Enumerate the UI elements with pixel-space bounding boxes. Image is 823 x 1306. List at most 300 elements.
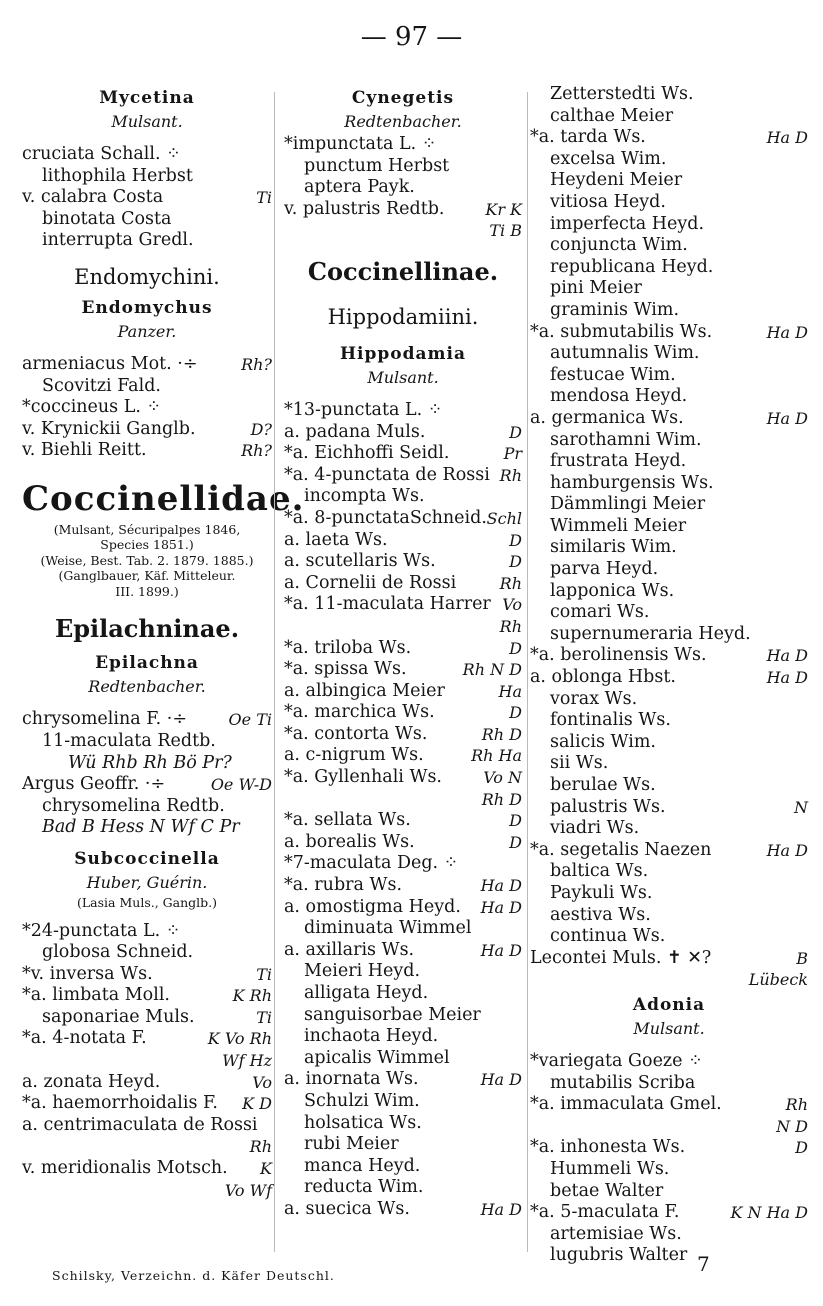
entry-name: *a. 11-maculata Harrer bbox=[284, 594, 491, 615]
entry-line bbox=[22, 440, 272, 462]
entry-line bbox=[284, 681, 522, 703]
distribution-code: D bbox=[509, 638, 522, 658]
entry-name: Hummeli Ws. bbox=[550, 1158, 670, 1179]
entry-line bbox=[22, 942, 272, 964]
genus-author: Huber, Guérin. bbox=[86, 873, 208, 892]
distribution-code: Oe W-D bbox=[210, 775, 272, 795]
distribution-code: Oe Ti bbox=[228, 710, 272, 730]
spacer bbox=[22, 699, 272, 709]
entry-line bbox=[530, 732, 808, 754]
entry-line bbox=[530, 149, 808, 171]
entry-name: a. centrimaculata de Rossi bbox=[22, 1114, 258, 1135]
distribution-code: D bbox=[795, 1138, 808, 1158]
entry-name: incompta Ws. bbox=[304, 486, 425, 507]
distribution-code: Wf Hz bbox=[222, 1051, 272, 1071]
entry-line bbox=[22, 774, 272, 796]
entry-name: Heydeni Meier bbox=[550, 170, 683, 191]
entry-line bbox=[530, 451, 808, 473]
entry-line bbox=[22, 209, 272, 231]
entry-name: festucae Wim. bbox=[550, 364, 676, 385]
entry-line bbox=[22, 709, 272, 731]
entry-line bbox=[284, 638, 522, 660]
entry-name: salicis Wim. bbox=[550, 731, 656, 752]
genus-author: Mulsant. bbox=[367, 367, 439, 387]
entry-name: *a. 5-maculata F. bbox=[530, 1202, 680, 1223]
entry-line bbox=[530, 386, 808, 408]
distribution-code: Ha D bbox=[766, 408, 808, 428]
entry-line bbox=[284, 918, 522, 940]
entry-line bbox=[284, 134, 522, 156]
entry-name: *24-punctata L. ⁘ bbox=[22, 920, 181, 941]
reference-note: III. 1899.) bbox=[115, 583, 179, 599]
entry-line bbox=[530, 408, 808, 430]
entry-line bbox=[284, 961, 522, 983]
entry-name: aestiva Ws. bbox=[550, 904, 651, 925]
entry-name: comari Ws. bbox=[550, 602, 650, 623]
entry-name: *a. segetalis Naezen bbox=[530, 839, 712, 860]
entry-line bbox=[530, 214, 808, 236]
entry-line bbox=[530, 365, 808, 387]
entry-line bbox=[530, 559, 808, 581]
entry-name: v. Krynickii Ganglb. bbox=[22, 418, 196, 439]
entry-line bbox=[284, 156, 522, 178]
distribution-code: N D bbox=[776, 1116, 808, 1136]
entry-name: *v. inversa Ws. bbox=[22, 963, 153, 984]
distribution-code: Lübeck bbox=[748, 970, 808, 990]
entry-line bbox=[530, 192, 808, 214]
genus-author: Redtenbacher. bbox=[344, 112, 462, 131]
entry-line bbox=[530, 602, 808, 624]
entry-line bbox=[22, 1007, 272, 1029]
reference-note: (Mulsant, Sécuripalpes 1846, bbox=[53, 521, 241, 537]
entry-name: mendosa Heyd. bbox=[550, 386, 688, 407]
entry-name: *a. berolinensis Ws. bbox=[530, 645, 707, 666]
entry-name: *a. immaculata Gmel. bbox=[530, 1094, 722, 1115]
spacer bbox=[530, 1041, 808, 1051]
entry-name: v. meridionalis Motsch. bbox=[22, 1158, 228, 1179]
printer-signature: 7 bbox=[697, 1252, 710, 1276]
subfamily-heading: Coccinellinae. bbox=[307, 256, 499, 286]
distribution-code: Ti B bbox=[489, 221, 522, 241]
entry-name: betae Walter bbox=[550, 1180, 664, 1201]
entry-name: apicalis Wimmel bbox=[304, 1047, 450, 1068]
entry-name: a. albingica Meier bbox=[284, 680, 445, 701]
distribution-code: Schl bbox=[486, 508, 522, 528]
entry-line bbox=[530, 84, 808, 106]
distribution-code: K Vo Rh bbox=[207, 1029, 272, 1049]
entry-line bbox=[284, 659, 522, 681]
distribution-code: Rh D bbox=[481, 724, 522, 744]
entry-line bbox=[22, 985, 272, 1007]
entry-name: similaris Wim. bbox=[550, 537, 677, 558]
distribution-code: Ti bbox=[256, 1007, 272, 1027]
entry-line bbox=[284, 220, 522, 242]
entry-name: berulae Ws. bbox=[550, 775, 656, 795]
distribution-code: K D bbox=[242, 1094, 272, 1114]
entry-name: *a. 8-punctataSchneid. bbox=[284, 507, 487, 528]
entry-name: *a. 4-punctata de Rossi bbox=[284, 464, 490, 485]
entry-line bbox=[530, 861, 808, 883]
entry-name: sii Ws. bbox=[550, 753, 609, 774]
entry-name: a. germanica Ws. bbox=[530, 407, 684, 428]
entry-name: vitiosa Heyd. bbox=[550, 191, 666, 212]
entry-name: parva Heyd. bbox=[550, 559, 659, 580]
entry-line bbox=[530, 1224, 808, 1246]
entry-line bbox=[530, 797, 808, 819]
entry-line bbox=[22, 397, 272, 419]
entry-line bbox=[284, 1177, 522, 1199]
entry-line bbox=[530, 969, 808, 991]
entry-line bbox=[284, 897, 522, 919]
entry-line bbox=[284, 443, 522, 465]
entry-line bbox=[22, 731, 272, 753]
entry-name: *impunctata L. ⁘ bbox=[284, 134, 437, 154]
entry-line bbox=[22, 1180, 272, 1202]
entry-name: imperfecta Heyd. bbox=[550, 213, 705, 234]
entry-line bbox=[22, 817, 272, 839]
entry-line bbox=[530, 624, 808, 646]
entry-line bbox=[530, 818, 808, 840]
entry-name: 11-maculata Redtb. bbox=[42, 731, 216, 752]
entry-name: Zetterstedti Ws. bbox=[550, 84, 694, 104]
entry-line bbox=[284, 594, 522, 616]
entry-name: a. c-nigrum Ws. bbox=[284, 745, 424, 766]
entry-line bbox=[284, 875, 522, 897]
entry-name: Paykuli Ws. bbox=[550, 882, 653, 903]
entry-line bbox=[530, 537, 808, 559]
column-divider-2 bbox=[527, 92, 528, 1252]
entry-line bbox=[530, 883, 808, 905]
entry-name: inchaota Heyd. bbox=[304, 1026, 439, 1047]
entry-name: sarothamni Wim. bbox=[550, 429, 702, 450]
distribution-code: Ha bbox=[498, 681, 522, 701]
entry-line bbox=[22, 796, 272, 818]
distribution-code: Rh bbox=[249, 1137, 272, 1157]
entry-line bbox=[22, 230, 272, 252]
distribution-code: Ha D bbox=[480, 876, 522, 896]
entry-name: v. Biehli Reitt. bbox=[22, 440, 147, 461]
distribution-code: Rh Ha bbox=[471, 746, 522, 766]
entry-line bbox=[284, 724, 522, 746]
entry-line bbox=[530, 1159, 808, 1181]
entry-line bbox=[22, 144, 272, 166]
entry-line bbox=[284, 551, 522, 573]
entry-line bbox=[284, 1134, 522, 1156]
distribution-code: D bbox=[509, 832, 522, 852]
entry-line bbox=[284, 422, 522, 444]
entry-line bbox=[284, 789, 522, 811]
genus-heading: Subcoccinella bbox=[74, 849, 220, 869]
distribution-code: B bbox=[796, 948, 808, 968]
entry-name: alligata Heyd. bbox=[304, 983, 429, 1003]
entry-line bbox=[22, 419, 272, 441]
entry-name: pini Meier bbox=[550, 278, 642, 299]
genus-author: Mulsant. bbox=[111, 112, 183, 131]
genus-author: Redtenbacher. bbox=[88, 677, 206, 697]
distribution-code: K N Ha D bbox=[730, 1203, 808, 1223]
entry-name: a. inornata Ws. bbox=[284, 1069, 419, 1090]
entry-name: Dämmlingi Meier bbox=[550, 494, 706, 515]
entry-line bbox=[530, 1137, 808, 1159]
distribution-code: Rh D bbox=[481, 789, 522, 809]
entry-line bbox=[22, 187, 272, 209]
distribution-code: Ha D bbox=[480, 1199, 522, 1219]
entry-name: *13-punctata L. ⁘ bbox=[284, 399, 443, 420]
distribution-code: Kr K bbox=[485, 199, 522, 219]
entry-name: *a. submutabilis Ws. bbox=[530, 321, 713, 342]
entry-line bbox=[284, 940, 522, 962]
entry-line bbox=[284, 486, 522, 508]
entry-line bbox=[530, 106, 808, 128]
entry-line bbox=[530, 494, 808, 516]
distribution-code: Ha D bbox=[480, 940, 522, 960]
entry-name: supernumeraria Heyd. bbox=[550, 623, 751, 644]
entry-name: v. palustris Redtb. bbox=[284, 198, 445, 219]
family-heading: Coccinellidae. bbox=[22, 478, 305, 519]
genus-author: Mulsant. bbox=[633, 1018, 705, 1038]
genus-heading: Mycetina bbox=[99, 88, 195, 108]
entry-name: a. borealis Ws. bbox=[284, 831, 415, 852]
entry-line bbox=[284, 199, 522, 221]
distribution-code: Rh N D bbox=[462, 660, 522, 680]
genus-heading: Cynegetis bbox=[351, 88, 455, 108]
entry-line bbox=[530, 905, 808, 927]
entry-name: Bad B Hess N Wf C Pr bbox=[42, 817, 240, 838]
distribution-code: D bbox=[509, 530, 522, 550]
spacer bbox=[22, 134, 272, 144]
entry-name: graminis Wim. bbox=[550, 299, 680, 320]
entry-line bbox=[22, 1136, 272, 1158]
distribution-code: Vo N bbox=[483, 768, 522, 788]
tribe-heading: Hippodamiini. bbox=[327, 304, 479, 329]
entry-name: continua Ws. bbox=[550, 926, 666, 947]
entry-line bbox=[22, 376, 272, 398]
entry-line bbox=[284, 832, 522, 854]
entry-name: republicana Heyd. bbox=[550, 256, 714, 277]
entry-name: aptera Payk. bbox=[304, 177, 415, 198]
entry-name: *a. tarda Ws. bbox=[530, 127, 646, 148]
entry-line bbox=[530, 645, 808, 667]
entry-line bbox=[284, 1005, 522, 1027]
entry-name: *a. haemorrhoidalis F. bbox=[22, 1093, 218, 1114]
entry-line bbox=[22, 354, 272, 376]
entry-name: a. omostigma Heyd. bbox=[284, 896, 461, 917]
genus-heading: Epilachna bbox=[95, 653, 199, 674]
entry-line bbox=[284, 810, 522, 832]
distribution-code: Ti bbox=[256, 964, 272, 984]
entry-name: saponariae Muls. bbox=[42, 1006, 195, 1027]
entry-name: Schulzi Wim. bbox=[304, 1090, 420, 1111]
distribution-code: Rh bbox=[499, 465, 522, 485]
entry-name: lithophila Herbst bbox=[42, 165, 193, 186]
distribution-code: Rh bbox=[499, 616, 522, 636]
entry-line bbox=[530, 1181, 808, 1203]
entry-line bbox=[22, 964, 272, 986]
reference-note: (Ganglbauer, Käf. Mitteleur. bbox=[58, 568, 236, 584]
distribution-code: Rh? bbox=[241, 354, 272, 374]
entry-line bbox=[530, 235, 808, 257]
entry-name: *a. rubra Ws. bbox=[284, 875, 403, 896]
entry-line bbox=[22, 1072, 272, 1094]
entry-line bbox=[530, 257, 808, 279]
page-number: — 97 — bbox=[360, 22, 463, 52]
entry-line bbox=[284, 616, 522, 638]
entry-name: interrupta Gredl. bbox=[42, 230, 194, 251]
entry-line bbox=[284, 1048, 522, 1070]
tribe-heading: Endomychini. bbox=[74, 264, 220, 289]
entry-line bbox=[530, 1245, 808, 1267]
distribution-code: Rh bbox=[785, 1095, 808, 1115]
distribution-code: Vo Wf bbox=[224, 1180, 272, 1200]
distribution-code: Ha D bbox=[480, 897, 522, 917]
entry-line bbox=[284, 1069, 522, 1091]
entry-line bbox=[530, 127, 808, 149]
entry-line bbox=[530, 300, 808, 322]
distribution-code: Ti bbox=[256, 188, 272, 208]
entry-name: punctum Herbst bbox=[304, 155, 450, 176]
spacer bbox=[22, 911, 272, 921]
entry-line bbox=[530, 473, 808, 495]
entry-name: manca Heyd. bbox=[304, 1155, 421, 1176]
entry-name: vorax Ws. bbox=[550, 688, 638, 709]
distribution-code: D bbox=[509, 703, 522, 723]
entry-name: *a. sellata Ws. bbox=[284, 810, 411, 831]
entry-name: *a. 4-notata F. bbox=[22, 1028, 147, 1049]
genus-heading: Adonia bbox=[632, 994, 706, 1015]
distribution-code: Vo bbox=[502, 595, 522, 615]
entry-name: cruciata Schall. ⁘ bbox=[22, 144, 181, 164]
entry-name: Wü Rhb Rh Bö Pr? bbox=[68, 752, 232, 773]
entry-line bbox=[530, 753, 808, 775]
entry-line bbox=[284, 983, 522, 1005]
genus-author: Panzer. bbox=[117, 321, 177, 341]
entry-name: *a. marchica Ws. bbox=[284, 702, 435, 723]
entry-name: *a. inhonesta Ws. bbox=[530, 1137, 686, 1158]
entry-name: a. scutellaris Ws. bbox=[284, 551, 436, 572]
entry-name: Scovitzi Fald. bbox=[42, 375, 161, 396]
footer-signature-line: Schilsky, Verzeichn. d. Käfer Deutschl. bbox=[52, 1268, 335, 1283]
entry-line bbox=[22, 1158, 272, 1180]
entry-name: artemisiae Ws. bbox=[550, 1223, 682, 1244]
entry-name: lugubris Walter bbox=[550, 1245, 688, 1266]
distribution-code: Rh? bbox=[241, 441, 272, 461]
spacer bbox=[284, 390, 522, 400]
entry-name: a. axillaris Ws. bbox=[284, 939, 415, 960]
entry-name: conjuncta Wim. bbox=[550, 235, 688, 256]
entry-line bbox=[530, 1094, 808, 1116]
entry-line bbox=[22, 166, 272, 188]
entry-line bbox=[530, 322, 808, 344]
entry-line bbox=[530, 1051, 808, 1073]
entry-line bbox=[22, 1028, 272, 1050]
entry-line bbox=[22, 1050, 272, 1072]
entry-line bbox=[284, 1156, 522, 1178]
entry-line bbox=[530, 840, 808, 862]
genus-heading: Endomychus bbox=[81, 297, 213, 318]
entry-name: a. padana Muls. bbox=[284, 421, 426, 442]
entry-name: *coccineus L. ⁘ bbox=[22, 397, 162, 418]
entry-line bbox=[530, 710, 808, 732]
entry-line bbox=[284, 1091, 522, 1113]
entry-name: chrysomelina Redtb. bbox=[42, 795, 225, 816]
entry-name: fontinalis Ws. bbox=[550, 710, 671, 731]
entry-name: reducta Wim. bbox=[304, 1177, 424, 1198]
distribution-code: Ha D bbox=[766, 668, 808, 688]
entry-name: *variegata Goeze ⁘ bbox=[530, 1050, 703, 1071]
entry-name: lapponica Ws. bbox=[550, 580, 675, 601]
distribution-code: K Rh bbox=[232, 986, 272, 1006]
distribution-code: D bbox=[509, 552, 522, 572]
entry-line bbox=[530, 1073, 808, 1095]
distribution-code: Ha D bbox=[766, 646, 808, 666]
entry-name: baltica Ws. bbox=[550, 861, 649, 882]
entry-line bbox=[284, 530, 522, 552]
entry-line bbox=[284, 573, 522, 595]
distribution-code: Ha D bbox=[766, 322, 808, 342]
reference-note: (Weise, Best. Tab. 2. 1879. 1885.) bbox=[40, 552, 254, 568]
entry-line bbox=[284, 745, 522, 767]
entry-name: a. laeta Ws. bbox=[284, 529, 388, 550]
entry-name: holsatica Ws. bbox=[304, 1112, 422, 1133]
spacer bbox=[22, 344, 272, 354]
entry-name: *7-maculata Deg. ⁘ bbox=[284, 853, 459, 874]
column-2 bbox=[284, 84, 522, 1221]
reference-note: (Lasia Muls., Ganglb.) bbox=[77, 895, 217, 910]
entry-line bbox=[530, 926, 808, 948]
entry-line bbox=[530, 667, 808, 689]
entry-line bbox=[530, 278, 808, 300]
genus-heading: Hippodamia bbox=[340, 343, 466, 364]
column-1 bbox=[22, 84, 305, 1201]
entry-name: chrysomelina F. ·÷ bbox=[22, 709, 188, 730]
entry-line bbox=[530, 948, 808, 970]
entry-name: Meieri Heyd. bbox=[304, 961, 421, 982]
entry-name: palustris Ws. bbox=[550, 796, 666, 817]
entry-line bbox=[284, 508, 522, 530]
column-3 bbox=[530, 84, 808, 1267]
column-divider-1 bbox=[274, 92, 275, 1252]
entry-name: *a. Eichhoffi Seidl. bbox=[284, 443, 450, 464]
entry-name: v. calabra Costa bbox=[22, 187, 164, 208]
entry-name: sanguisorbae Meier bbox=[304, 1004, 481, 1025]
entry-line bbox=[530, 170, 808, 192]
entry-name: armeniacus Mot. ·÷ bbox=[22, 353, 198, 374]
entry-line bbox=[530, 1116, 808, 1138]
entry-name: a. Cornelii de Rossi bbox=[284, 572, 457, 593]
distribution-code: D? bbox=[250, 419, 272, 439]
distribution-code: D bbox=[509, 811, 522, 831]
distribution-code: Pr bbox=[503, 444, 522, 464]
entry-name: binotata Costa bbox=[42, 208, 172, 229]
entry-line bbox=[530, 581, 808, 603]
entry-name: rubi Meier bbox=[304, 1134, 399, 1155]
entry-name: *a. contorta Ws. bbox=[284, 723, 428, 744]
entry-line bbox=[22, 753, 272, 775]
entry-name: a. oblonga Hbst. bbox=[530, 667, 676, 688]
entry-name: *a. Gyllenhali Ws. bbox=[284, 767, 442, 788]
entry-name: excelsa Wim. bbox=[550, 148, 667, 169]
entry-line bbox=[284, 767, 522, 789]
entry-name: mutabilis Scriba bbox=[550, 1072, 696, 1093]
reference-note: Species 1851.) bbox=[100, 537, 194, 553]
entry-name: a. suecica Ws. bbox=[284, 1198, 410, 1219]
entry-line bbox=[284, 177, 522, 199]
entry-line bbox=[530, 343, 808, 365]
distribution-code: Ha D bbox=[766, 128, 808, 148]
entry-line bbox=[530, 689, 808, 711]
entry-name: Lecontei Muls. ✝ ✕? bbox=[530, 947, 712, 968]
entry-line bbox=[530, 430, 808, 452]
